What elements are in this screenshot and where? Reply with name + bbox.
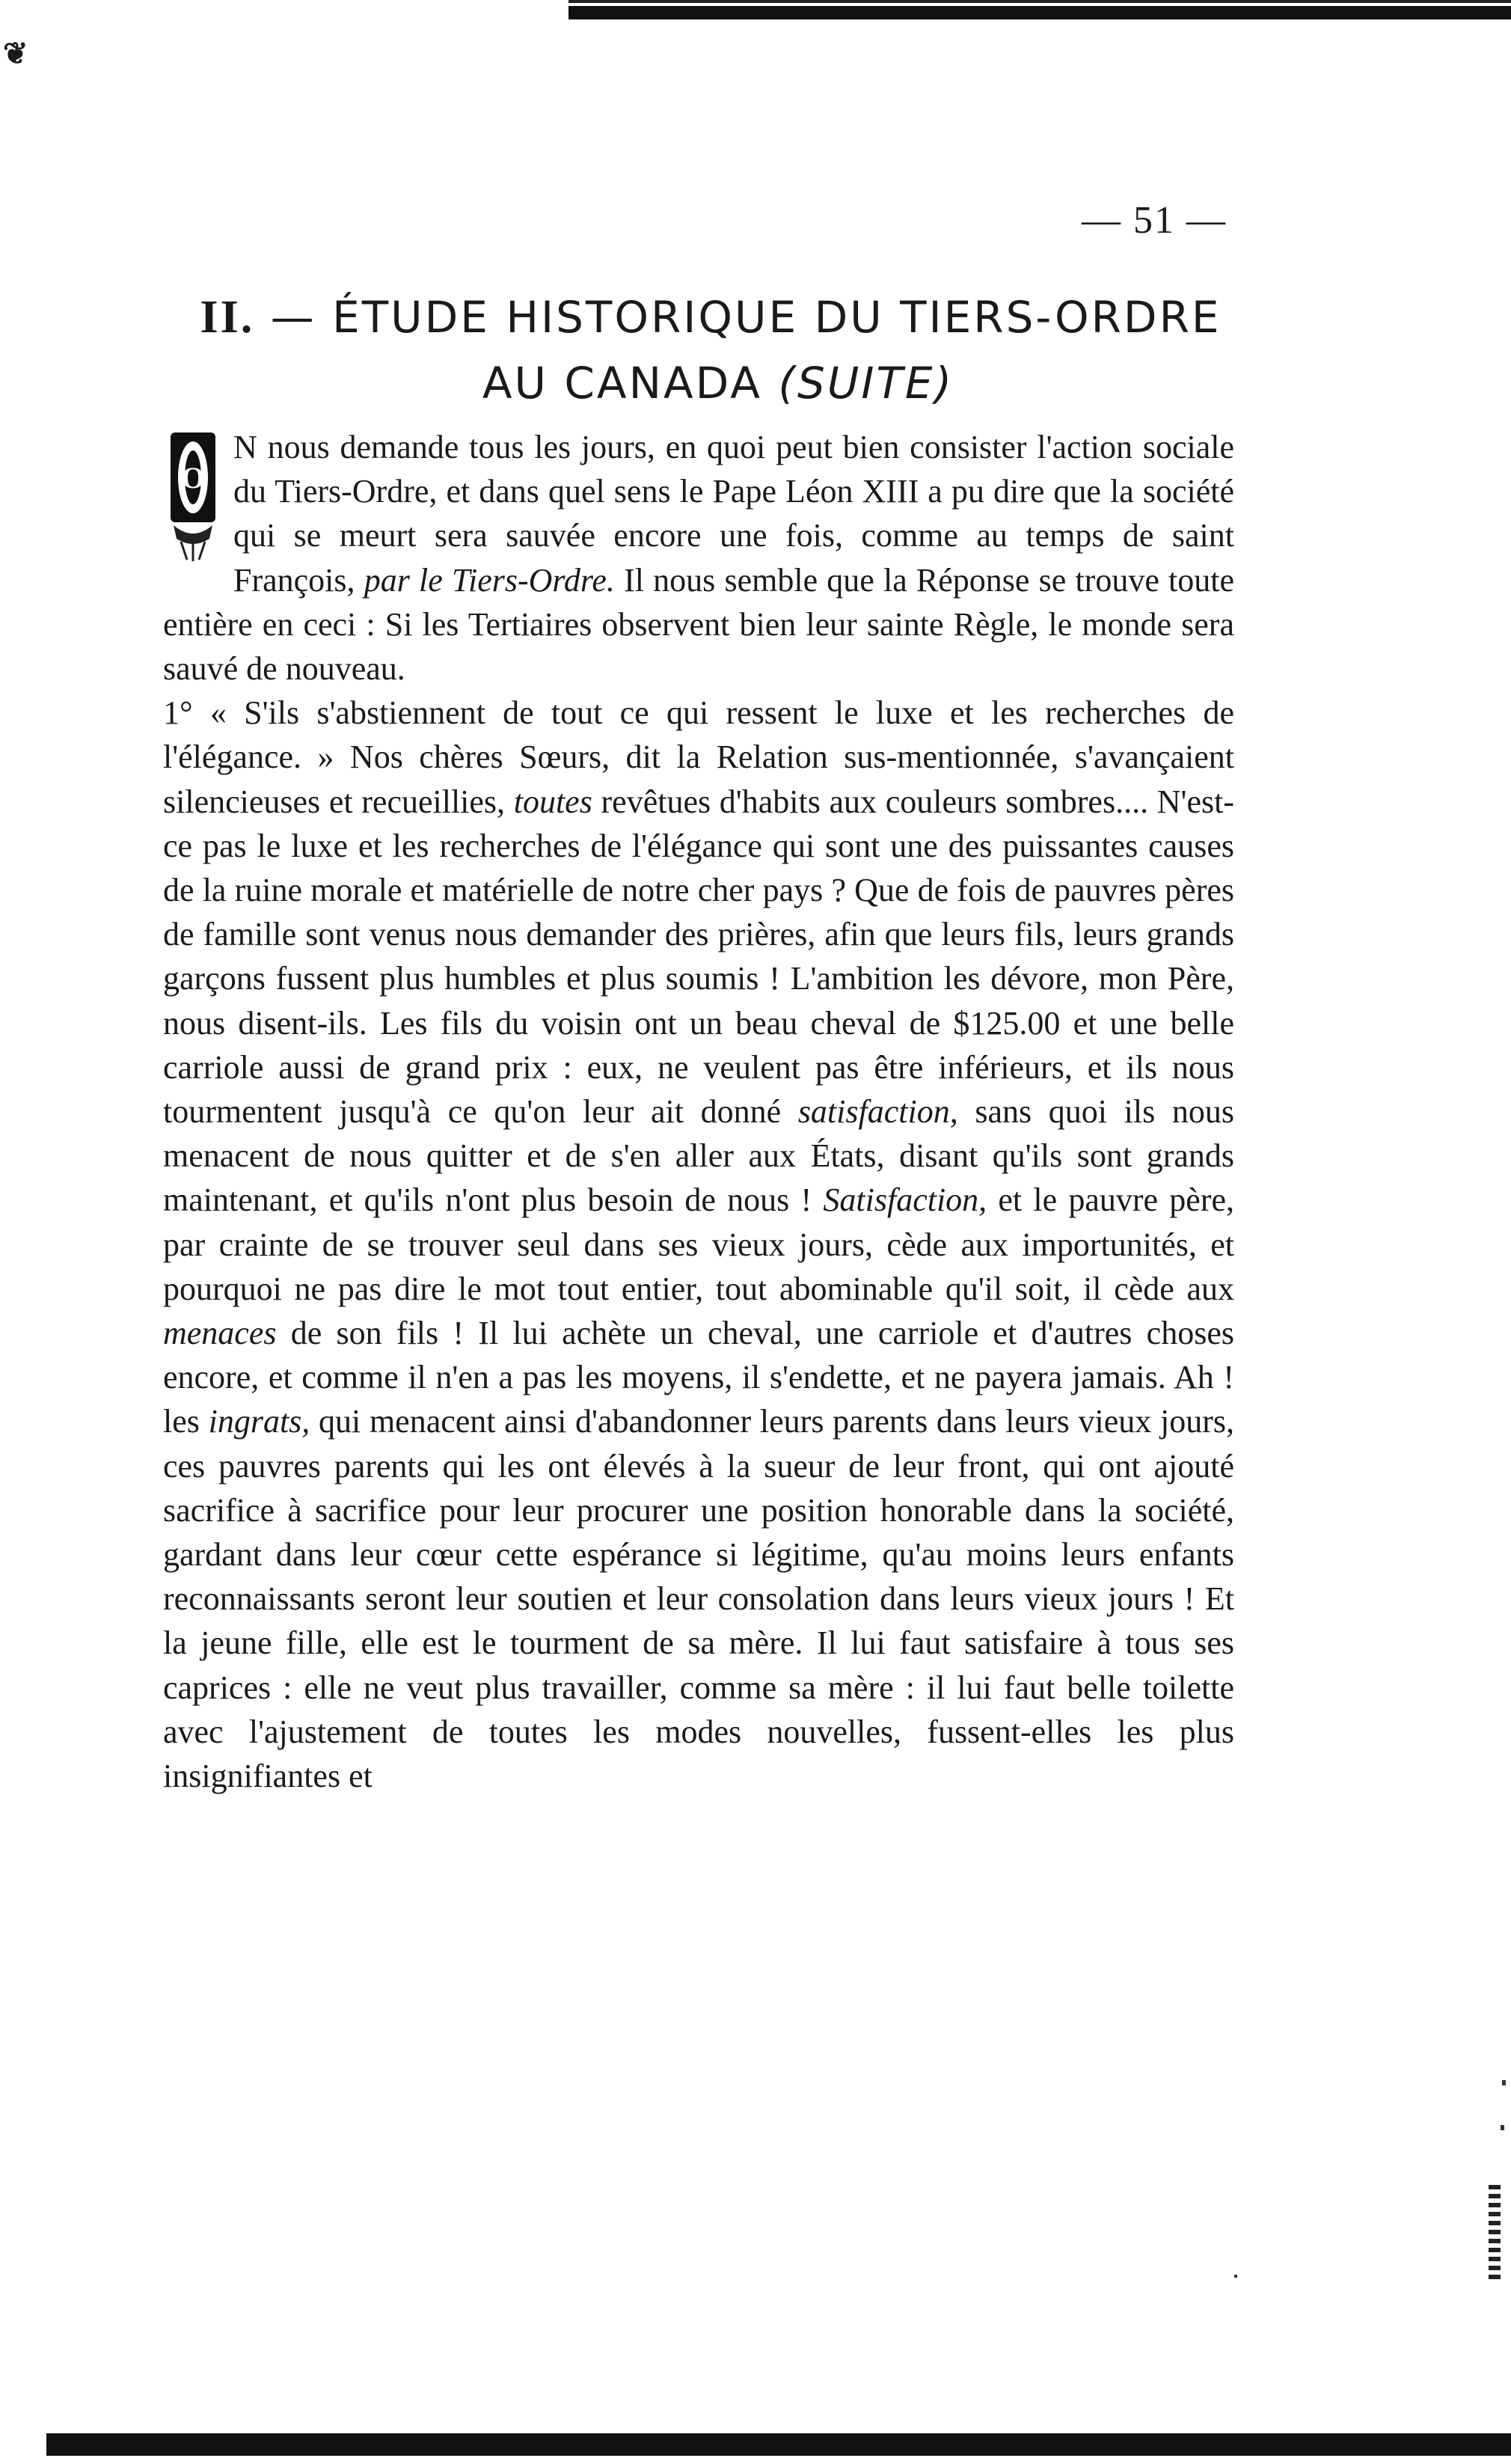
page-number: — 51 — xyxy=(1082,199,1227,242)
dropcap-svg xyxy=(166,429,220,561)
heading-part-number: II. xyxy=(200,292,255,343)
paragraph-2: 1° « S'ils s'abstiennent de tout ce qui ressent le luxe et les recherches de l'élégance. » Nos chères Sœurs, dit la Relation sus-mentionnée, s'avançaient silencieuses et recueillies, toutes revêtues d'habits aux couleurs sombres.... N'est-ce pas le luxe et les recherches de l'élégance qui sont une des puissantes causes de la ruine morale et matérielle de notre cher pays ? Que de fois de pauvres pères de famille sont venus nous demander des prières, afin que leurs fils, leurs grands garçons fussent plus humbles et plus soumis ! L'ambition les dévore, mon Père, nous disent-ils. Les fils du voisin ont un beau cheval de $125.00 et une belle carriole aussi de grand prix : eux, ne veulent pas être inférieurs, et ils nous tourmentent jusqu'à ce qu'on leur ait donné satisfaction, sans quoi ils nous menacent de nous quitter et de s'en aller aux États, disant qu'ils sont grands maintenant, et qu'ils n'ont plus besoin de nous ! Satisfaction, et le pauvre père, par crainte de se trouver seul dans ses vieux jours, cède aux importunités, et pourquoi ne pas dire le mot tout entier, tout abominable qu'il soit, il cède aux menaces de son fils ! Il lui achète un cheval, une carriole et d'autres choses encore, et comme il n'en a pas les moyens, il s'endette, et ne payera jamais. Ah ! les ingrats, qui menacent ainsi d'abandonner leurs parents dans leurs vieux jours, ces pauvres parents qui les ont élevés à la sueur de leur front, qui ont ajouté sacrifice à sacrifice pour leur procurer une position honorable dans la société, gardant dans leur cœur cette espérance si légitime, qu'au moins leurs enfants reconnaissants seront leur soutien et leur consolation dans leurs vieux jours ! Et la jeune fille, elle est le tourment de sa mère. Il lui faut satisfaire à tous ses caprices : elle ne veut plus travailler, comme sa mère : il lui faut belle toilette avec l'ajustement de toutes les modes nouvelles, fussent-elles les plus insignifiantes et xyxy=(163,694,1234,1795)
bottom-rule xyxy=(46,2433,1511,2456)
heading-line2: AU CANADA (SUITE) xyxy=(482,358,954,409)
top-rule xyxy=(568,6,1511,19)
margin-dot xyxy=(1501,2125,1504,2130)
heading-suite: (SUITE) xyxy=(778,358,954,409)
margin-marks xyxy=(1489,2185,1501,2282)
corner-ornament-icon: ❦ xyxy=(3,37,28,70)
heading-line1: — ÉTUDE HISTORIQUE DU TIERS-ORDRE xyxy=(254,292,1222,343)
paragraph-1: O N nous demande tous les jours, en quoi peut bien consister l'action sociale du Tiers-Ordre, et dans quel sens le Pape Léon XIII a pu dire que la société qui se meurt sera sauvée encore une fois, comme au temps de saint François, par le Tiers-Ordre. Il nous semble que la Réponse se trouve toute entière en ceci : Si les Tertiaires observent bien leur sainte Règle, le monde sera sauvé de nouveau. xyxy=(163,429,1235,688)
body-text xyxy=(163,425,1234,1798)
margin-dot xyxy=(1234,2275,1237,2278)
dropcap-letter: O xyxy=(181,461,205,495)
chapter-heading xyxy=(180,284,1242,416)
margin-dot xyxy=(1502,2080,1506,2085)
dropcap-ornament-icon xyxy=(166,429,220,561)
top-rule-thin xyxy=(568,0,1511,3)
